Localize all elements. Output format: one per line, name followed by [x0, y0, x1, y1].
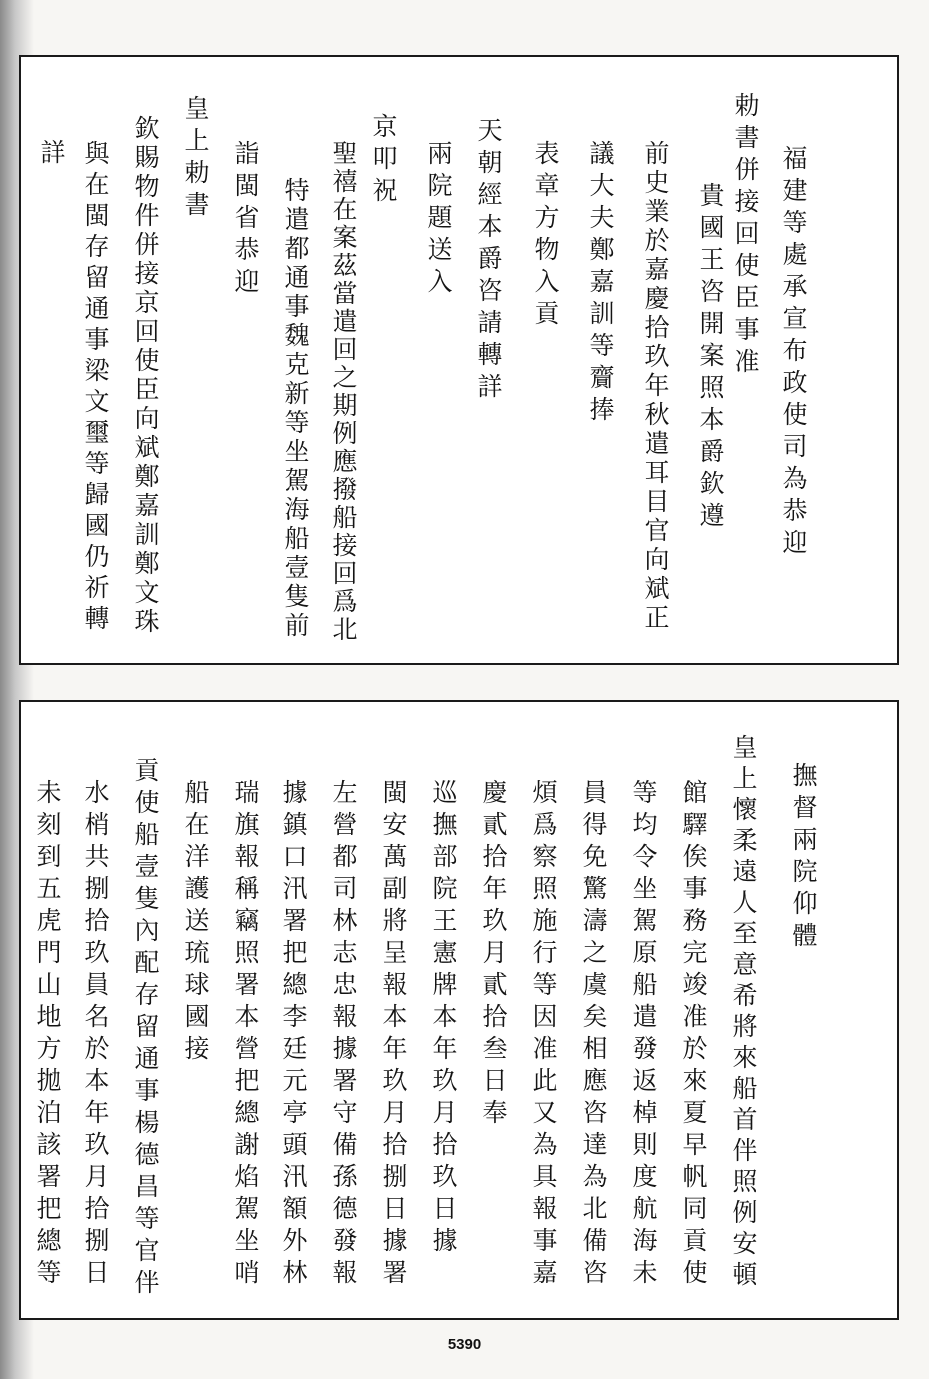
- text-column: 館驛俟事務完竣准於來夏早帆同貢使: [679, 779, 708, 1291]
- text-column: 慶貳拾年玖月貳拾叁日奉: [479, 779, 508, 1131]
- text-column: 閩安萬副將呈報本年玖月拾捌日據署: [379, 779, 408, 1291]
- text-column: 據鎮口汛署把總李廷元亭頭汛額外林: [279, 779, 308, 1291]
- text-column: 福建等處承宣布政使司為恭迎: [779, 145, 808, 561]
- text-column: 欽賜物件併接京回使臣向斌鄭嘉訓鄭文珠: [131, 115, 160, 637]
- bottom-document-panel: [19, 700, 899, 1320]
- text-column: 詳: [37, 139, 66, 171]
- top-document-panel: [19, 55, 899, 665]
- text-column: 聖禧在案茲當遣回之期例應撥船接回爲北: [329, 140, 358, 644]
- text-column: 皇上懷柔遠人至意希將來船首伴照例安頓: [729, 734, 758, 1292]
- text-column: 貴國王咨開案照本爵欽遵: [696, 182, 725, 534]
- text-column: 水梢共捌拾玖員名於本年玖月拾捌日: [81, 779, 110, 1291]
- text-column: 煩爲察照施行等因准此又為具報事嘉: [529, 779, 558, 1291]
- text-column: 勅書併接回使臣事准: [731, 92, 760, 380]
- text-column: 兩院題送入: [424, 140, 453, 300]
- text-column: 與在閩存留通事梁文璽等歸國仍祈轉: [81, 140, 110, 636]
- text-column: 未刻到五虎門山地方拋泊該署把總等: [33, 779, 62, 1291]
- text-column: 詣閩省恭迎: [231, 140, 260, 300]
- page-number: 5390: [447, 1336, 482, 1353]
- text-column: 巡撫部院王憲牌本年玖月拾玖日據: [429, 779, 458, 1259]
- text-column: 撫督兩院仰體: [789, 762, 818, 954]
- text-column: 前史業於嘉慶拾玖年秋遣耳目官向斌正: [641, 140, 670, 633]
- text-column: 左營都司林志忠報據署守備孫德發報: [329, 779, 358, 1291]
- text-column: 特遣都通事魏克新等坐駕海船壹隻前: [281, 177, 310, 641]
- text-column: 表章方物入貢: [531, 140, 560, 332]
- text-column: 貢使船壹隻內配存留通事楊德昌等官伴: [131, 757, 160, 1301]
- text-column: 等均令坐駕原船遣發返棹則度航海未: [629, 779, 658, 1291]
- text-column: 天朝經本爵咨請轉詳: [474, 117, 503, 405]
- text-column: 議大夫鄭嘉訓等齎捧: [586, 140, 615, 428]
- text-column: 員得免驚濤之虞矣相應咨達為北備咨: [579, 779, 608, 1291]
- text-column: 皇上勅書: [181, 95, 210, 223]
- text-column: 瑞旗報稱竊照署本營把總謝焰駕坐哨: [231, 779, 260, 1291]
- text-column: 船在洋護送琉球國接: [181, 779, 210, 1067]
- text-column: 京叩祝: [369, 113, 398, 209]
